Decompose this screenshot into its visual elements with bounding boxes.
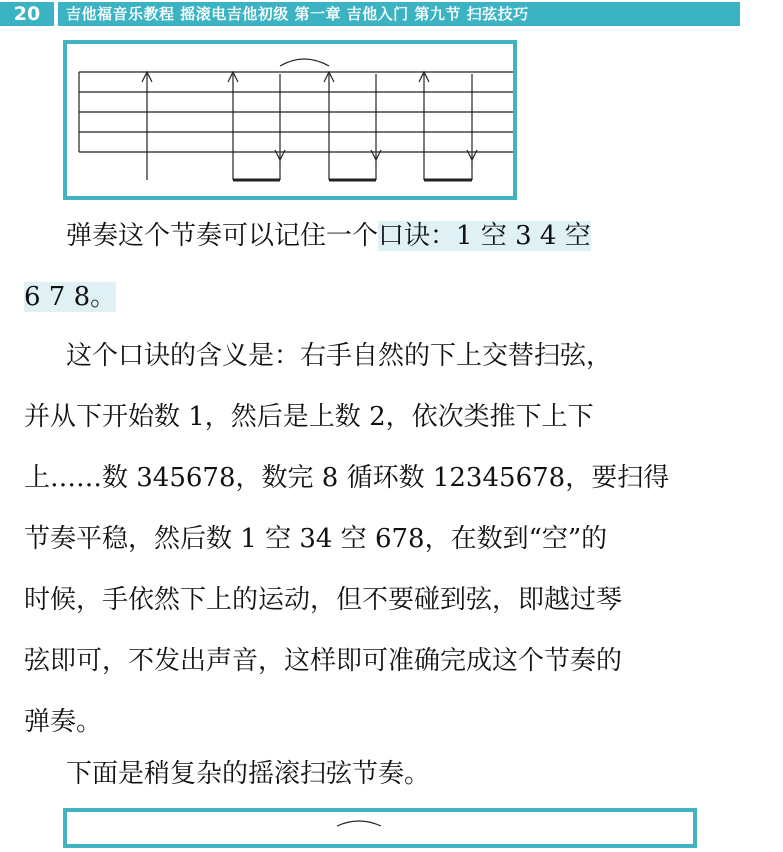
- text-line: 并从下开始数 1，然后是上数 2，依次类推下上下: [24, 402, 594, 432]
- strum-pattern-figure: [63, 40, 517, 200]
- strum-pattern-notation: [67, 44, 513, 196]
- page-number: 20: [0, 2, 54, 26]
- mnemonic-intro: 弹奏这个节奏可以记住一个: [66, 221, 379, 251]
- text-line: 这个口诀的含义是：右手自然的下上交替扫弦，: [66, 341, 613, 371]
- rock-strum-pattern-figure: [63, 808, 697, 848]
- text-line: 弹奏。: [24, 707, 103, 737]
- paragraph-mnemonic: [24, 206, 764, 328]
- text-line: 上……数 345678，数完 8 循环数 12345678，要扫得: [24, 463, 670, 493]
- page-header: [0, 0, 783, 28]
- text-line: 下面是稍复杂的摇滚扫弦节奏。: [66, 759, 431, 789]
- text-line: 弦即可，不发出声音，这样即可准确完成这个节奏的: [24, 646, 623, 676]
- text-line: 时候，手依然下上的运动，但不要碰到弦，即越过琴: [24, 585, 623, 615]
- tie-arc: [280, 59, 329, 66]
- text-line: 节奏平稳，然后数 1 空 34 空 678，在数到“空”的: [24, 524, 608, 554]
- mnemonic-highlight: 口诀：1 空 3 4 空: [378, 221, 591, 251]
- header-title: 吉他福音乐教程 摇滚电吉他初级 第一章 吉他入门 第九节 扫弦技巧: [58, 2, 740, 26]
- paragraph-explanation: [24, 326, 764, 753]
- mnemonic-highlight-cont: 6 7 8。: [24, 282, 117, 312]
- paragraph-next-pattern: [24, 744, 764, 805]
- rock-strum-notation: [67, 812, 693, 852]
